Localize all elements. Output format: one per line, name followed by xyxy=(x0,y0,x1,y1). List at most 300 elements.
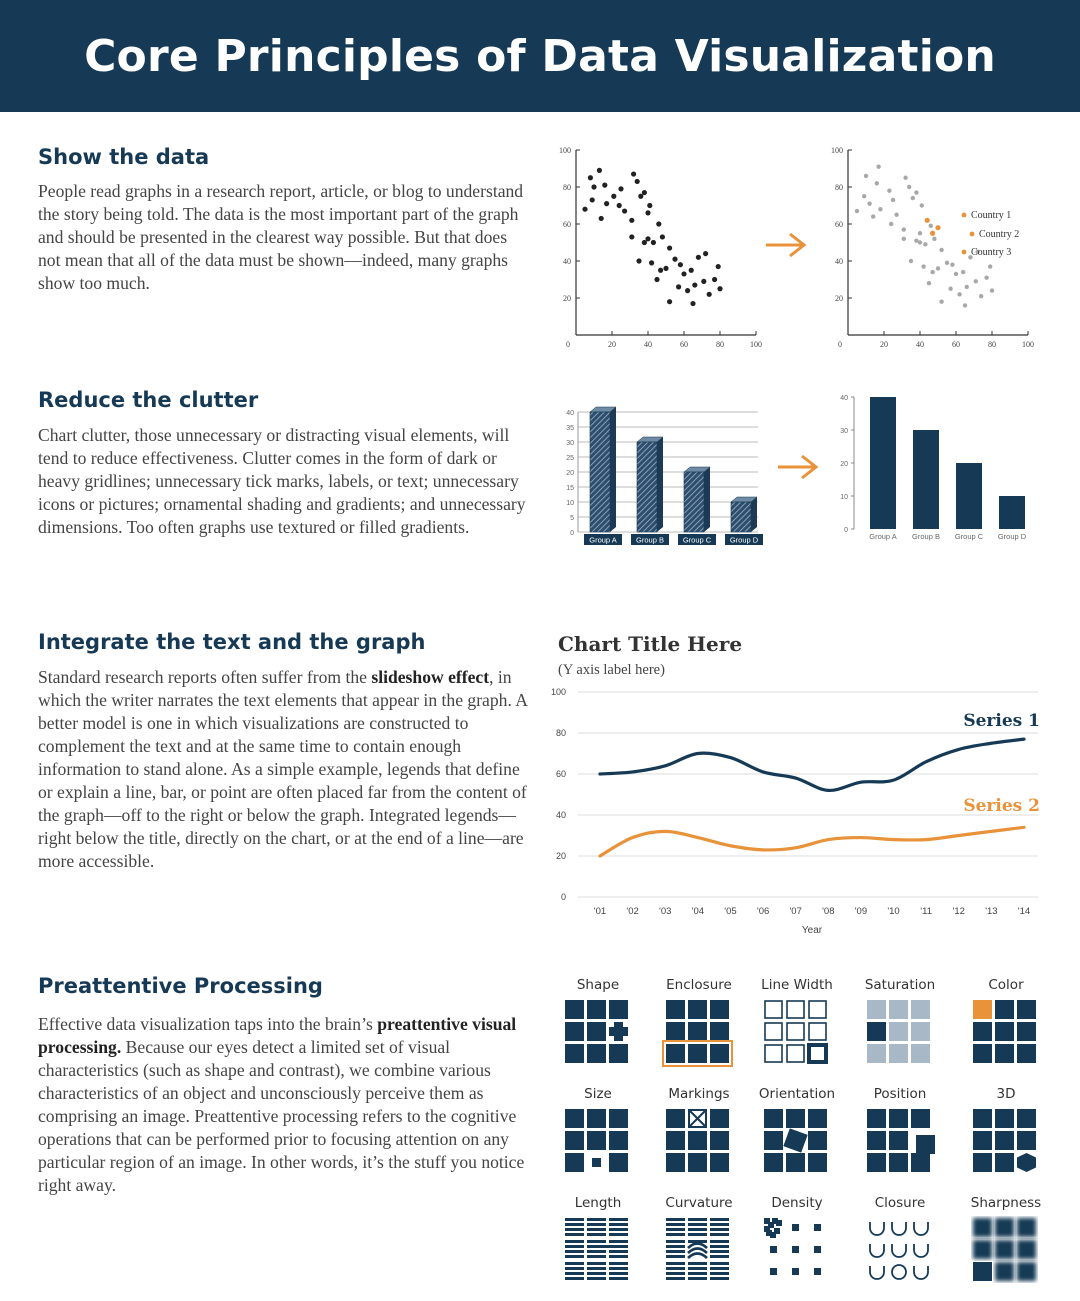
outlined-square xyxy=(809,1001,826,1018)
x-tick-label: '06 xyxy=(756,906,770,917)
data-point xyxy=(891,198,895,202)
y-tick-label: 80 xyxy=(835,183,843,192)
cross-shape xyxy=(609,1022,628,1041)
data-point xyxy=(902,237,906,241)
data-point xyxy=(707,292,712,297)
x-tick-label: 0 xyxy=(566,340,570,349)
grid-square xyxy=(592,1158,601,1167)
grid-square xyxy=(995,1109,1014,1128)
density-dot xyxy=(770,1246,777,1253)
data-point xyxy=(642,240,647,245)
length-bar xyxy=(565,1218,584,1221)
data-point xyxy=(599,216,604,221)
preattentive-label: Saturation xyxy=(864,977,936,993)
data-point xyxy=(864,174,868,178)
body-text: Because our eyes detect a limited set of visual characteristics (such as shape and contrast), we combine various characteristics of an object and unconsciously perceive them as comprising an image. Preattentive processing refers to the cognitive operations that can be performed prior to focusing attention on any particular region of an image. In other words, it’s the stuff you notice right away. xyxy=(38,1037,525,1195)
open-shape xyxy=(870,1266,884,1279)
preattentive-label: Orientation xyxy=(758,1086,836,1102)
grid-square xyxy=(995,1262,1014,1281)
data-point xyxy=(611,194,616,199)
data-point xyxy=(631,171,636,176)
y-tick-label: 0 xyxy=(560,892,566,902)
grid-square xyxy=(587,1000,606,1019)
grid-square xyxy=(867,1022,886,1041)
grid-square xyxy=(1017,1044,1036,1063)
legend-label: Country 2 xyxy=(979,229,1020,240)
data-point xyxy=(667,245,672,250)
data-point xyxy=(690,301,695,306)
y-tick-label: 20 xyxy=(835,294,843,303)
data-point xyxy=(911,196,915,200)
bar xyxy=(956,463,982,529)
length-bar xyxy=(587,1250,606,1253)
straight-line xyxy=(688,1218,707,1221)
data-point xyxy=(651,240,656,245)
data-point xyxy=(696,255,701,260)
data-point xyxy=(629,234,634,239)
grid-square xyxy=(587,1131,606,1150)
straight-line xyxy=(710,1223,729,1226)
length-bar xyxy=(609,1255,628,1258)
length-bar xyxy=(565,1223,584,1226)
x-tick-label: '11 xyxy=(920,906,932,917)
grid-square xyxy=(867,1153,886,1172)
straight-line xyxy=(666,1218,685,1221)
y-tick-label: 40 xyxy=(563,257,571,266)
grid-square xyxy=(565,1131,584,1150)
y-tick-label: 30 xyxy=(840,428,848,435)
grid-square xyxy=(710,1109,729,1128)
x-tick-label: '04 xyxy=(691,906,705,917)
data-point xyxy=(703,251,708,256)
length-bar xyxy=(587,1267,606,1270)
data-point xyxy=(647,203,652,208)
density-dot xyxy=(776,1220,782,1226)
section-title-preattentive: Preattentive Processing xyxy=(38,974,323,998)
y-tick-label: 10 xyxy=(566,500,574,507)
length-bar xyxy=(587,1277,606,1280)
data-point xyxy=(878,207,882,211)
legend-marker xyxy=(970,232,975,237)
straight-line xyxy=(710,1218,729,1221)
bar xyxy=(870,397,896,529)
grid-square xyxy=(666,1022,685,1041)
bar xyxy=(731,502,751,532)
grid-square xyxy=(609,1109,628,1128)
outlined-square xyxy=(787,1023,804,1040)
data-point xyxy=(685,288,690,293)
grid-square xyxy=(1017,1109,1036,1128)
grid-square xyxy=(973,1240,992,1259)
straight-line xyxy=(688,1223,707,1226)
grid-square xyxy=(995,1131,1014,1150)
preattentive-label: Length xyxy=(574,1195,622,1211)
y-tick-label: 60 xyxy=(835,220,843,229)
grid-square xyxy=(587,1022,606,1041)
data-point xyxy=(921,264,925,268)
straight-line xyxy=(710,1255,729,1258)
data-point xyxy=(903,176,907,180)
body-text: Effective data visualization taps into the brain’s xyxy=(38,1014,378,1034)
y-tick-label: 40 xyxy=(566,410,574,417)
data-point xyxy=(988,264,992,268)
data-point xyxy=(909,259,913,263)
length-bar xyxy=(609,1250,628,1253)
grid-square xyxy=(973,1131,992,1150)
x-tick-label: 80 xyxy=(988,340,996,349)
y-tick-label: 20 xyxy=(555,851,566,861)
x-tick-label: 100 xyxy=(1022,340,1034,349)
series-line xyxy=(600,827,1024,856)
y-tick-label: 30 xyxy=(566,440,574,447)
grid-square xyxy=(1017,1131,1036,1150)
x-tick-label: '08 xyxy=(822,906,835,917)
grid-square xyxy=(911,1022,930,1041)
density-dot xyxy=(792,1224,799,1231)
bar xyxy=(637,442,657,532)
data-point xyxy=(667,299,672,304)
length-bar xyxy=(587,1233,606,1236)
grid-square xyxy=(973,1262,992,1281)
data-point xyxy=(923,242,927,246)
data-point xyxy=(672,257,677,262)
data-point xyxy=(957,292,961,296)
x-tick-label: 0 xyxy=(838,340,842,349)
header-banner xyxy=(0,0,1080,112)
data-point xyxy=(930,270,934,274)
straight-line xyxy=(710,1228,729,1231)
open-shape xyxy=(914,1222,928,1235)
category-label: Group D xyxy=(729,535,759,545)
length-bar xyxy=(565,1255,584,1258)
grid-square xyxy=(710,1022,729,1041)
section-title-integrate: Integrate the text and the graph xyxy=(38,630,426,654)
data-point xyxy=(927,281,931,285)
grid-square xyxy=(1017,1000,1036,1019)
straight-line xyxy=(710,1245,729,1248)
bar xyxy=(590,412,610,532)
preattentive-label: 3D xyxy=(996,1086,1016,1102)
data-point xyxy=(636,258,641,263)
data-point xyxy=(588,175,593,180)
bar-3d-side xyxy=(657,437,663,532)
grid-square xyxy=(710,1000,729,1019)
grid-square xyxy=(995,1218,1014,1237)
grid-square xyxy=(911,1000,930,1019)
x-tick-label: '13 xyxy=(985,906,998,917)
open-shape xyxy=(870,1222,884,1235)
data-point xyxy=(649,260,654,265)
length-bar xyxy=(587,1272,606,1275)
straight-line xyxy=(666,1245,685,1248)
data-point xyxy=(979,294,983,298)
arrow-icon xyxy=(762,230,812,260)
x-tick-label: 40 xyxy=(644,340,652,349)
x-tick-label: 20 xyxy=(880,340,888,349)
length-bar xyxy=(587,1218,606,1221)
open-shape xyxy=(914,1266,928,1279)
y-tick-label: 5 xyxy=(570,515,574,522)
length-bar xyxy=(609,1218,628,1221)
straight-line xyxy=(688,1228,707,1231)
y-tick-label: 40 xyxy=(840,395,848,402)
y-tick-label: 20 xyxy=(566,470,574,477)
category-label: Group C xyxy=(954,532,984,541)
grid-square xyxy=(889,1109,908,1128)
grid-square xyxy=(565,1000,584,1019)
data-point-highlight xyxy=(925,218,930,223)
section-title-reduce-clutter: Reduce the clutter xyxy=(38,388,259,412)
preattentive-label: Shape xyxy=(576,977,620,993)
section-body-integrate xyxy=(38,666,533,873)
length-bar xyxy=(565,1272,584,1275)
grid-square xyxy=(666,1000,685,1019)
data-point xyxy=(889,222,893,226)
outlined-square xyxy=(809,1045,826,1062)
bar xyxy=(913,430,939,529)
data-point xyxy=(990,288,994,292)
straight-line xyxy=(666,1267,685,1270)
data-point xyxy=(932,237,936,241)
straight-line xyxy=(710,1240,729,1243)
length-bar xyxy=(565,1250,584,1253)
length-bar xyxy=(565,1245,584,1248)
grid-square xyxy=(688,1044,707,1063)
grid-square xyxy=(808,1153,827,1172)
density-dot xyxy=(814,1268,821,1275)
grid-square xyxy=(587,1044,606,1063)
data-point xyxy=(660,234,665,239)
y-tick-label: 100 xyxy=(559,146,571,155)
y-tick-label: 15 xyxy=(566,485,574,492)
data-point xyxy=(602,183,607,188)
grid-square xyxy=(688,1131,707,1150)
outlined-square xyxy=(787,1045,804,1062)
straight-line xyxy=(666,1277,685,1280)
data-point xyxy=(939,248,943,252)
grid-square xyxy=(666,1131,685,1150)
series-label: Series 1 xyxy=(963,711,1040,731)
y-tick-label: 20 xyxy=(563,294,571,303)
length-bar xyxy=(587,1240,606,1243)
preattentive-label: Size xyxy=(584,1086,612,1102)
data-point xyxy=(604,201,609,206)
grid-square xyxy=(973,1109,992,1128)
length-bar xyxy=(609,1277,628,1280)
density-dot xyxy=(768,1222,774,1228)
data-point xyxy=(855,209,859,213)
grid-square xyxy=(786,1153,805,1172)
grid-square xyxy=(764,1131,783,1150)
preattentive-label: Closure xyxy=(874,1195,926,1211)
grid-square xyxy=(889,1044,908,1063)
preattentive-label: Position xyxy=(873,1086,927,1102)
bar-chart-after xyxy=(838,392,1038,552)
grid-square xyxy=(867,1131,886,1150)
data-point xyxy=(867,201,871,205)
length-bar xyxy=(587,1223,606,1226)
x-axis-label: Year xyxy=(801,925,823,936)
length-bar xyxy=(587,1262,606,1265)
legend-marker xyxy=(962,250,967,255)
x-tick-label: '10 xyxy=(887,906,900,917)
grid-square xyxy=(587,1109,606,1128)
data-point xyxy=(939,300,943,304)
hexagon-3d xyxy=(1017,1153,1036,1172)
grid-square xyxy=(867,1044,886,1063)
arrow-icon xyxy=(774,452,824,482)
section-body-preattentive xyxy=(38,1013,533,1197)
grid-square xyxy=(786,1109,805,1128)
grid-square xyxy=(783,1128,807,1152)
straight-line xyxy=(666,1250,685,1253)
straight-line xyxy=(710,1233,729,1236)
section-body-show-data: People read graphs in a research report, article, or blog to understand the story being told. The data is the most important part of the graph and should be presented in the clearest way possible. But that does not mean that all of the data must be shown—indeed, many graphs show too much. xyxy=(38,181,524,293)
y-tick-label: 60 xyxy=(555,769,566,779)
open-shape xyxy=(914,1244,928,1257)
data-point xyxy=(914,190,918,194)
x-tick-label: '12 xyxy=(952,906,965,917)
bar-3d-side xyxy=(704,467,710,532)
bar-3d-side xyxy=(610,407,616,532)
data-point xyxy=(681,271,686,276)
series-label: Series 2 xyxy=(963,796,1040,816)
grid-square xyxy=(1017,1240,1036,1259)
preattentive-grid xyxy=(548,972,1048,1292)
straight-line xyxy=(666,1272,685,1275)
straight-line xyxy=(666,1228,685,1231)
outlined-square xyxy=(809,1023,826,1040)
density-dot xyxy=(770,1232,776,1238)
outlined-square xyxy=(765,1023,782,1040)
grid-square xyxy=(666,1044,685,1063)
category-label: Group B xyxy=(636,535,664,545)
grid-square xyxy=(609,1131,628,1150)
grid-square xyxy=(1017,1218,1036,1237)
bar-3d-side xyxy=(751,497,757,532)
grid-square xyxy=(973,1218,992,1237)
grid-square xyxy=(808,1131,827,1150)
data-point xyxy=(918,231,922,235)
data-point xyxy=(887,189,891,193)
y-tick-label: 25 xyxy=(566,455,574,462)
straight-line xyxy=(710,1250,729,1253)
grid-square xyxy=(889,1022,908,1041)
length-bar xyxy=(565,1267,584,1270)
x-tick-label: '03 xyxy=(659,906,672,917)
category-label: Group C xyxy=(682,535,712,545)
data-point xyxy=(658,268,663,273)
x-tick-label: 60 xyxy=(952,340,960,349)
length-bar xyxy=(587,1228,606,1231)
y-axis-label: (Y axis label here) xyxy=(558,662,665,678)
data-point xyxy=(920,203,924,207)
x-tick-label: 100 xyxy=(750,340,762,349)
category-label: Group D xyxy=(997,532,1027,541)
density-dot xyxy=(792,1268,799,1275)
preattentive-label: Curvature xyxy=(665,1195,733,1211)
data-point xyxy=(590,197,595,202)
grid-square xyxy=(565,1153,584,1172)
length-bar xyxy=(587,1245,610,1248)
length-bar xyxy=(587,1255,606,1258)
legend-marker xyxy=(962,213,967,218)
bold-term: slideshow effect xyxy=(371,667,490,687)
length-bar xyxy=(565,1262,584,1265)
data-point xyxy=(945,261,949,265)
length-bar xyxy=(565,1277,584,1280)
length-bar xyxy=(565,1233,584,1236)
x-tick-label: 80 xyxy=(716,340,724,349)
straight-line xyxy=(666,1233,685,1236)
length-bar xyxy=(609,1228,628,1231)
y-tick-label: 20 xyxy=(840,461,848,468)
data-point xyxy=(902,227,906,231)
data-point xyxy=(961,270,965,274)
grid-square xyxy=(995,1022,1014,1041)
grid-square xyxy=(995,1000,1014,1019)
data-point xyxy=(871,214,875,218)
category-label: Group A xyxy=(869,532,897,541)
grid-square xyxy=(710,1131,729,1150)
category-label: Group B xyxy=(912,532,940,541)
data-point xyxy=(635,179,640,184)
bold-term: preattentive visual processing. xyxy=(38,1014,517,1057)
straight-line xyxy=(666,1240,685,1243)
data-point xyxy=(914,238,918,242)
closed-circle xyxy=(892,1265,906,1279)
data-point xyxy=(692,282,697,287)
y-tick-label: 0 xyxy=(844,527,848,534)
length-bar xyxy=(609,1262,628,1265)
straight-line xyxy=(710,1272,729,1275)
grid-square xyxy=(973,1153,992,1172)
straight-line xyxy=(688,1277,707,1280)
x-tick-label: '09 xyxy=(854,906,868,917)
preattentive-label: Color xyxy=(988,977,1024,993)
x-tick-label: '01 xyxy=(593,906,607,917)
grid-square xyxy=(565,1109,584,1128)
preattentive-label: Density xyxy=(771,1195,823,1211)
page-title: Core Principles of Data Visualization xyxy=(84,30,996,82)
preattentive-label: Sharpness xyxy=(970,1195,1042,1211)
x-tick-label: '02 xyxy=(626,906,639,917)
grid-square xyxy=(911,1044,930,1063)
grid-square xyxy=(710,1153,729,1172)
grid-square xyxy=(973,1044,992,1063)
data-point xyxy=(642,190,647,195)
length-bar xyxy=(609,1233,628,1236)
straight-line xyxy=(688,1267,707,1270)
data-point xyxy=(907,185,911,189)
data-point xyxy=(712,277,717,282)
legend-label: Country 3 xyxy=(971,247,1012,258)
data-point xyxy=(618,186,623,191)
grid-square xyxy=(688,1000,707,1019)
section-title-show-data: Show the data xyxy=(38,145,210,169)
data-point xyxy=(629,218,634,223)
legend-label: Country 1 xyxy=(971,210,1012,221)
y-tick-label: 40 xyxy=(555,810,566,820)
straight-line xyxy=(666,1255,685,1258)
grid-square xyxy=(688,1153,707,1172)
y-tick-label: 80 xyxy=(563,183,571,192)
grid-square xyxy=(710,1044,729,1063)
data-point xyxy=(717,286,722,291)
grid-square xyxy=(1017,1262,1036,1281)
grid-square xyxy=(911,1109,930,1128)
data-point xyxy=(984,275,988,279)
